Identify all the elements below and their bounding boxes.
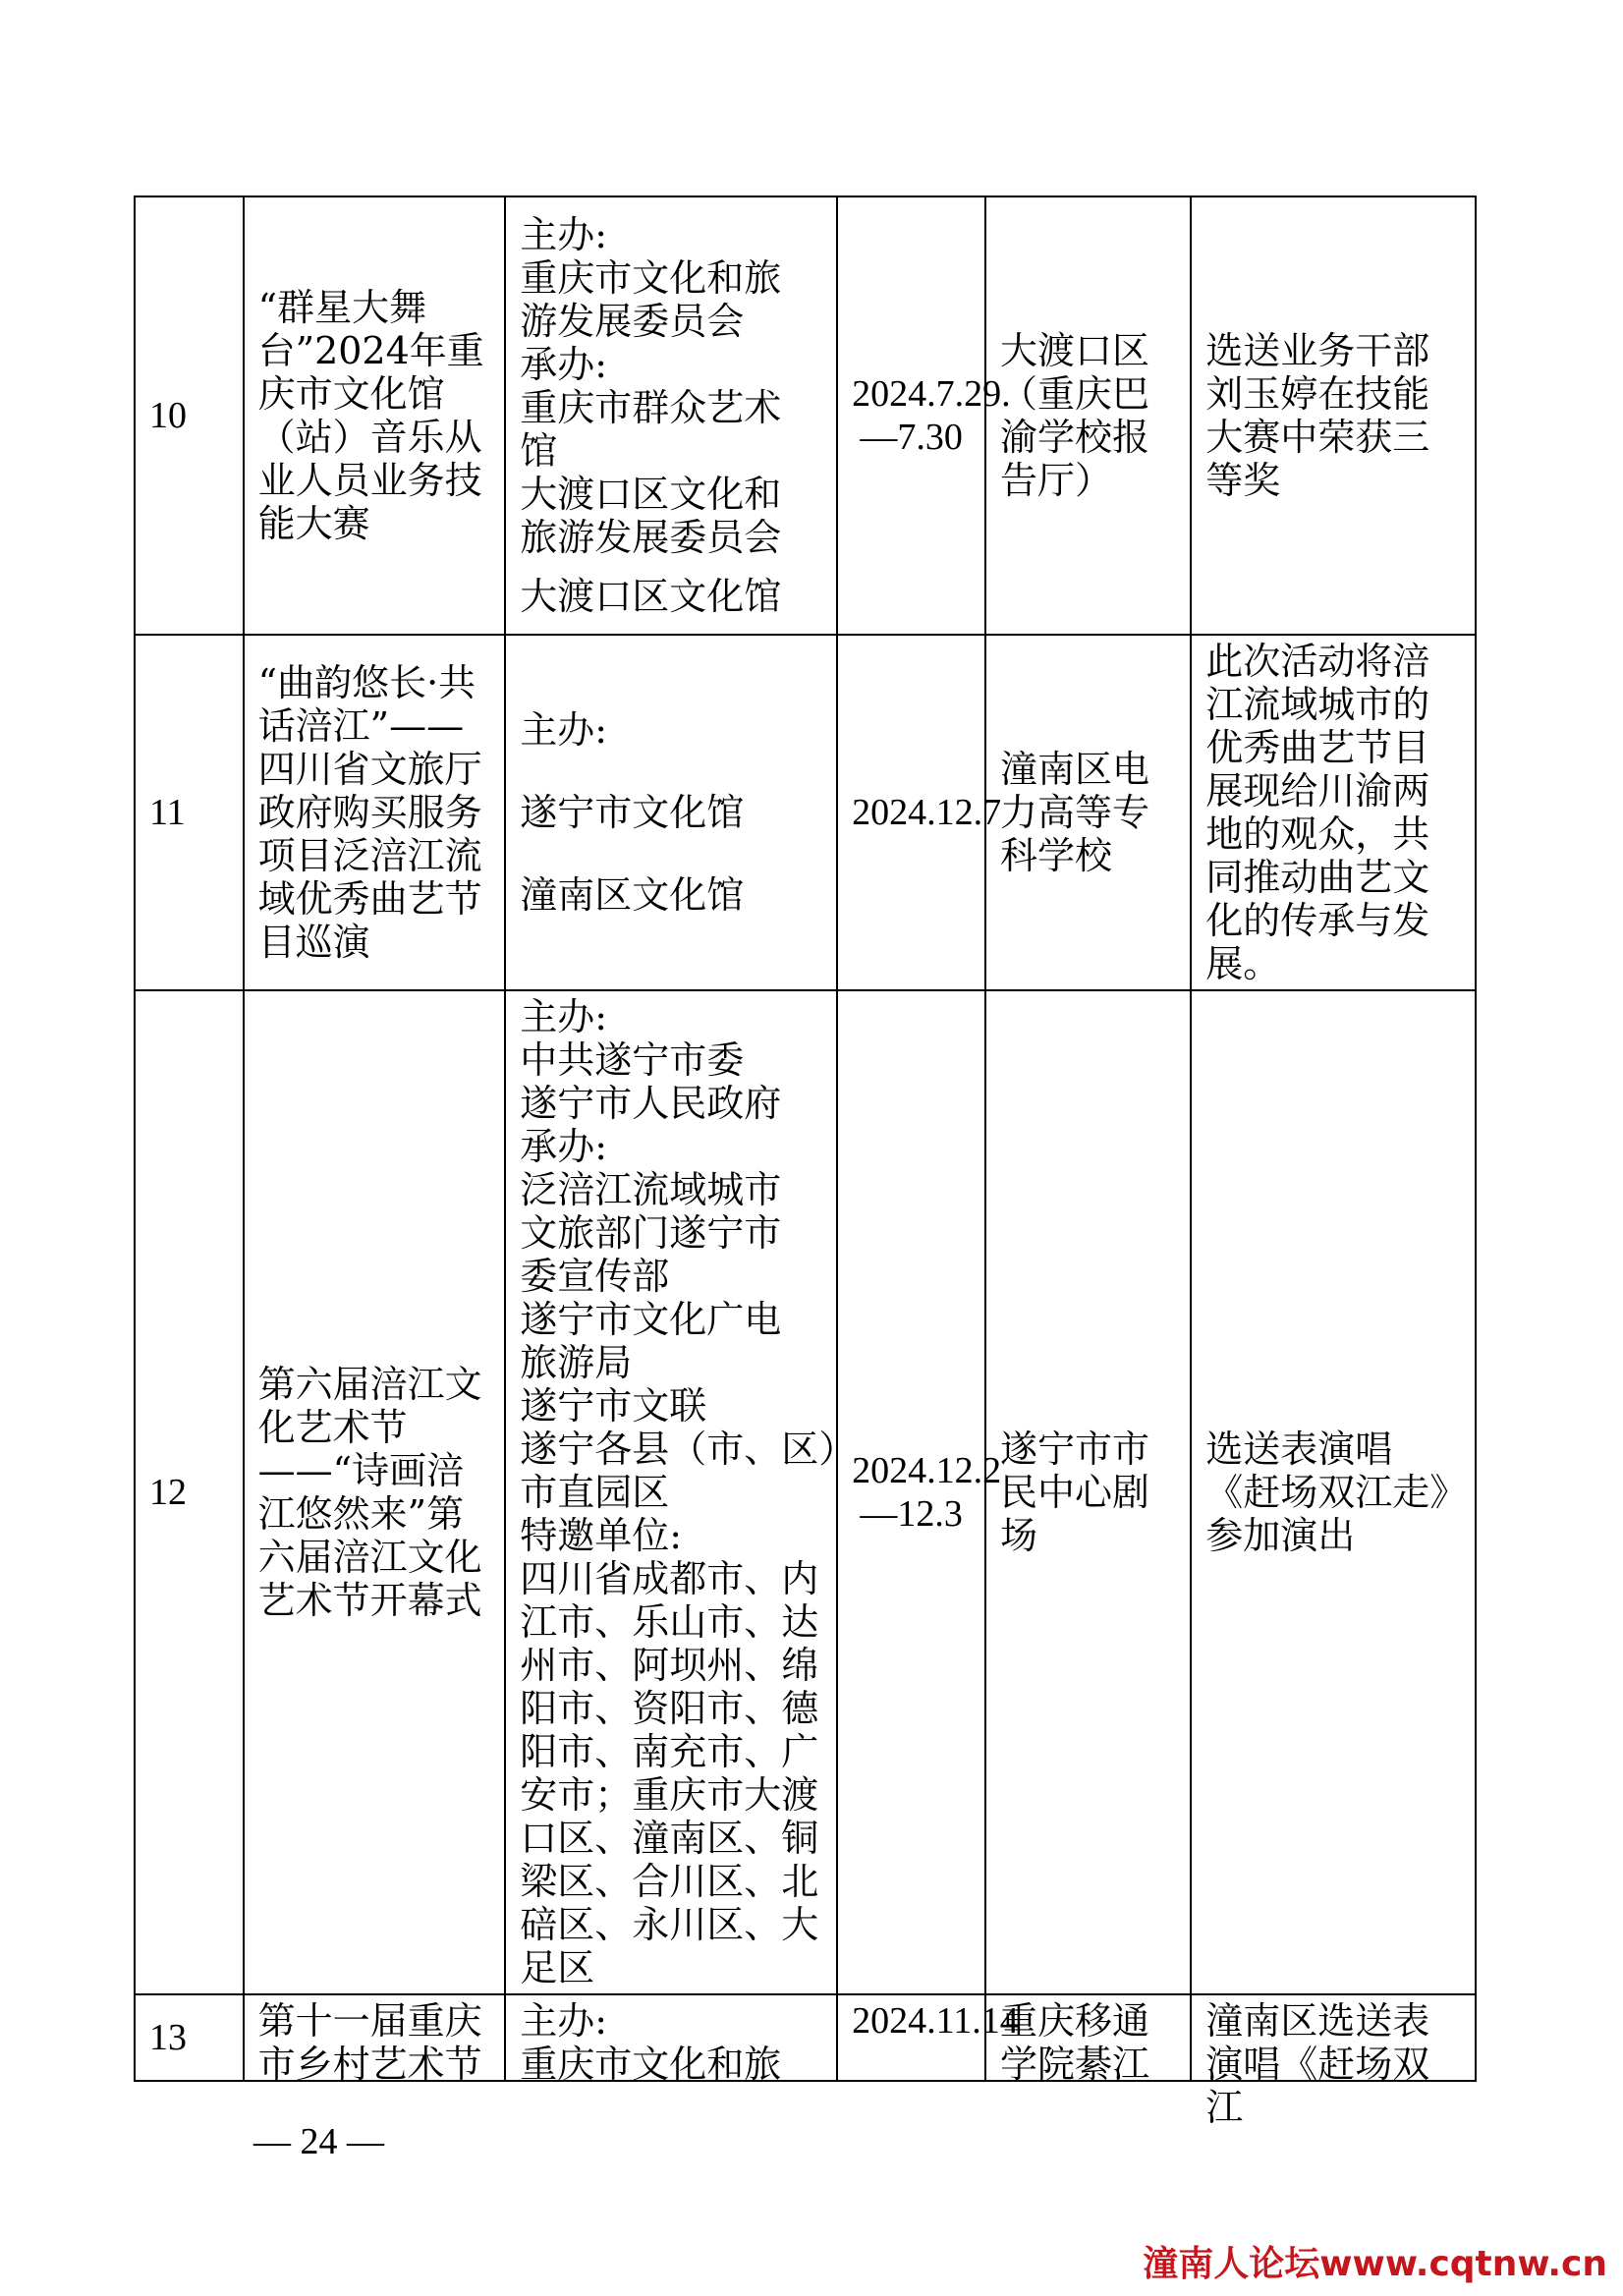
org-line: 泛涪江流域城市 <box>520 1168 782 1211</box>
activity-place: 重庆移通学院綦江 <box>985 1994 1191 2081</box>
org-line: 旅游发展委员会 <box>520 516 782 559</box>
org-line: 遂宁市文联 <box>520 1384 707 1428</box>
activity-place: 遂宁市市民中心剧场 <box>985 990 1191 1994</box>
activity-place: 大渡口区（重庆巴渝学校报告厅） <box>985 196 1191 635</box>
activity-date: 2024.12.7 <box>837 635 985 990</box>
org-line: 遂宁各县（市、区） <box>520 1428 857 1471</box>
org-line: 承办: <box>520 343 607 386</box>
organizers <box>505 1994 837 2086</box>
org-line: 遂宁市文化广电 <box>520 1298 782 1341</box>
org-line: 市直园区 <box>520 1471 670 1514</box>
activity-result: 选送表演唱《赶场双江走》参加演出 <box>1191 990 1476 1994</box>
org-line: 主办: <box>520 1999 607 2043</box>
activity-date: 2024.7.29.—7.30 <box>837 196 985 635</box>
org-line: 江市、乐山市、达 <box>520 1600 819 1644</box>
org-line: 口区、潼南区、铜 <box>520 1817 819 1860</box>
org-line: 中共遂宁市委 <box>520 1038 745 1082</box>
org-line: 文旅部门遂宁市 <box>520 1211 782 1255</box>
org-line: 特邀单位: <box>520 1514 682 1557</box>
activity-name: “曲韵悠长·共话涪江”——四川省文旅厅政府购买服务项目泛涪江流域优秀曲艺节目巡演 <box>244 635 506 990</box>
activity-date: 2024.12.2—12.3 <box>837 990 985 1994</box>
row-number: 11 <box>135 635 244 990</box>
activity-date: 2024.11.14 <box>837 1994 985 2081</box>
table-row <box>135 1994 1476 2081</box>
org-line: 委宣传部 <box>520 1255 670 1298</box>
row-number: 10 <box>135 196 244 635</box>
table-row <box>135 196 1476 635</box>
org-line: 州市、阿坝州、绵 <box>520 1644 819 1687</box>
org-line: 遂宁市人民政府 <box>520 1082 782 1125</box>
org-line: 大渡口区文化和 <box>520 473 782 516</box>
org-line: 安市；重庆市大渡 <box>520 1773 819 1817</box>
organizers <box>505 196 837 635</box>
row-number: 13 <box>135 1994 244 2081</box>
table-row <box>135 635 1476 990</box>
org-line: 重庆市文化和旅 <box>520 2043 782 2086</box>
org-line: 重庆市文化和旅 <box>520 256 782 300</box>
org-line: 重庆市群众艺术 <box>520 386 782 429</box>
activity-place: 潼南区电力高等专科学校 <box>985 635 1191 990</box>
org-line: 主办: <box>520 708 607 752</box>
org-line: 旅游局 <box>520 1341 633 1384</box>
org-line: 阳市、资阳市、德 <box>520 1687 819 1730</box>
activity-name: “群星大舞台”2024年重庆市文化馆（站）音乐从业人员业务技能大赛 <box>244 196 506 635</box>
org-line: 潼南区文化馆 <box>520 873 745 917</box>
org-line: 主办: <box>520 995 607 1038</box>
organizers <box>505 990 857 1994</box>
org-line: 承办: <box>520 1125 607 1168</box>
organizers <box>505 635 837 990</box>
org-line: 馆 <box>520 429 558 473</box>
page-number: — 24 — <box>253 2121 384 2162</box>
table-row <box>135 990 1476 1994</box>
org-line: 大渡口区文化馆 <box>520 575 782 618</box>
activity-name: 第六届涪江文化艺术节——“诗画涪江悠然来”第六届涪江文化艺术节开幕式 <box>244 990 506 1994</box>
org-line: 足区 <box>520 1946 595 1989</box>
org-line: 碚区、永川区、大 <box>520 1903 819 1946</box>
org-line: 梁区、合川区、北 <box>520 1860 819 1903</box>
activity-name: 第十一届重庆市乡村艺术节 <box>244 1994 506 2081</box>
org-line: 主办: <box>520 213 607 256</box>
site-watermark: 潼南人论坛www.cqtnw.cn <box>1143 2244 1607 2284</box>
org-line: 阳市、南充市、广 <box>520 1730 819 1773</box>
org-line: 四川省成都市、内 <box>520 1557 819 1600</box>
activity-result: 潼南区选送表演唱《赶场双江 <box>1191 1994 1476 2081</box>
row-number: 12 <box>135 990 244 1994</box>
org-line: 遂宁市文化馆 <box>520 791 745 834</box>
org-line: 游发展委员会 <box>520 300 745 343</box>
activity-result: 此次活动将涪江流域城市的优秀曲艺节目展现给川渝两地的观众，共同推动曲艺文化的传承与发展。 <box>1191 635 1476 990</box>
activity-table <box>134 196 1477 2129</box>
activity-result: 选送业务干部刘玉婷在技能大赛中荣获三等奖 <box>1191 196 1476 635</box>
